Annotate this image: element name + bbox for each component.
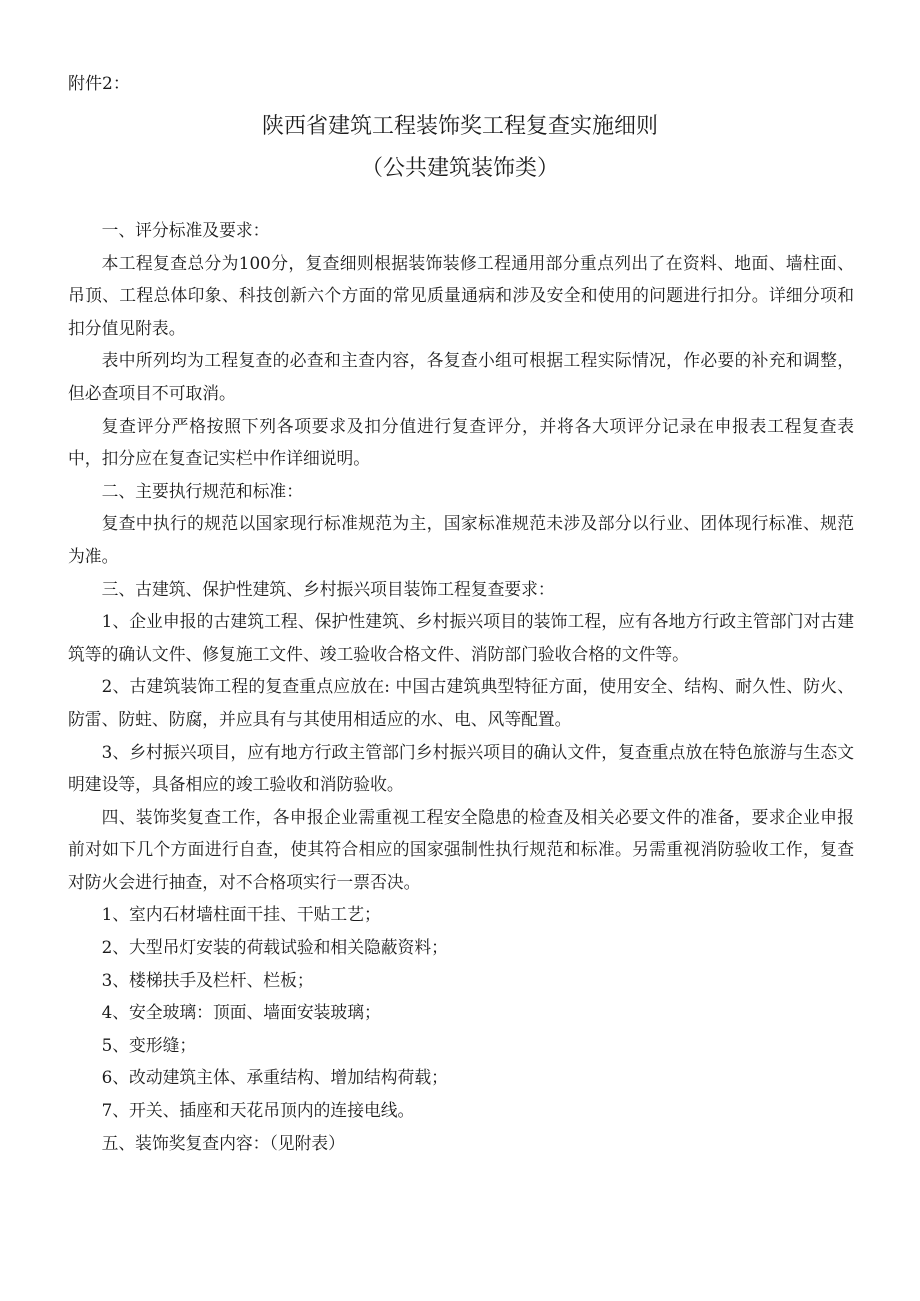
section-heading-scoring: 一、评分标准及要求： bbox=[101, 220, 270, 240]
section-heading-heritage: 三、古建筑、保护性建筑、乡村振兴项目装饰工程复查要求： bbox=[101, 578, 555, 599]
document-title: 陕西省建筑工程装饰奖工程复查实施细则 bbox=[261, 114, 658, 139]
attachment-label: 附件2： bbox=[68, 74, 130, 94]
document-subtitle: （公共建筑装饰类） bbox=[360, 156, 559, 181]
section-heading-safety: 四、装饰奖复查工作，各申报企业需重视工程安全隐患的检查及相关必要文件的准备，要求企业申报前对如下几个方面进行自查，使其符合相应的国家强制性执行规范和标准。另需重视消防验收工作，复查对防火会进行抽查，对不合格项实行一票否决。 bbox=[68, 806, 854, 892]
safety-check-item: 3、楼梯扶手及栏杆、栏板； bbox=[101, 969, 314, 990]
paragraph-heritage-item-2: 2、古建筑装饰工程的复查重点应放在: 中国古建筑典型特征方面，使用安全、结构、耐久性、防火、防雷、防蛀、防腐，并应具有与其使用相适应的水、电、风等配置。 bbox=[68, 676, 854, 729]
paragraph-scoring-method: 复查评分严格按照下列各项要求及扣分值进行复查评分，并将各大项评分记录在申报表工程复查表中，扣分应在复查记实栏中作详细说明。 bbox=[68, 415, 854, 469]
safety-check-item: 5、变形缝； bbox=[101, 1034, 197, 1055]
paragraph-standards: 复查中执行的规范以国家现行标准规范为主，国家标准规范未涉及部分以行业、团体现行标准、规范为准。 bbox=[68, 513, 854, 566]
safety-check-item: 6、改动建筑主体、承重结构、增加结构荷载； bbox=[101, 1067, 448, 1088]
paragraph-total-score: 本工程复查总分为100分，复查细则根据装饰装修工程通用部分重点列出了在资料、地面、墙柱面、吊顶、工程总体印象、科技创新六个方面的常见质量通病和涉及安全和使用的问题进行扣分。详细分项和扣分值见附表。 bbox=[68, 252, 854, 338]
safety-check-item: 2、大型吊灯安装的荷载试验和相关隐蔽资料； bbox=[101, 937, 448, 958]
section-heading-contents: 五、装饰奖复查内容：（见附表） bbox=[101, 1132, 345, 1153]
safety-check-item: 7、开关、插座和天花吊顶内的连接电线。 bbox=[101, 1100, 415, 1121]
document-body bbox=[68, 214, 854, 1159]
safety-check-item: 1、室内石材墙柱面干挂、干贴工艺； bbox=[101, 904, 381, 925]
paragraph-required-items: 表中所列均为工程复查的必查和主查内容，各复查小组可根据工程实际情况，作必要的补充和调整，但必查项目不可取消。 bbox=[68, 350, 854, 403]
safety-check-item: 4、安全玻璃：顶面、墙面安装玻璃； bbox=[101, 1002, 381, 1023]
section-heading-standards: 二、主要执行规范和标准： bbox=[101, 480, 303, 501]
paragraph-heritage-item-3: 3、乡村振兴项目，应有地方行政主管部门乡村振兴项目的确认文件，复查重点放在特色旅游与生态文明建设等，具备相应的竣工验收和消防验收。 bbox=[68, 741, 854, 795]
paragraph-heritage-item-1: 1、企业申报的古建筑工程、保护性建筑、乡村振兴项目的装饰工程，应有各地方行政主管部门对古建筑等的确认文件、修复施工文件、竣工验收合格文件、消防部门验收合格的文件等。 bbox=[68, 611, 854, 664]
